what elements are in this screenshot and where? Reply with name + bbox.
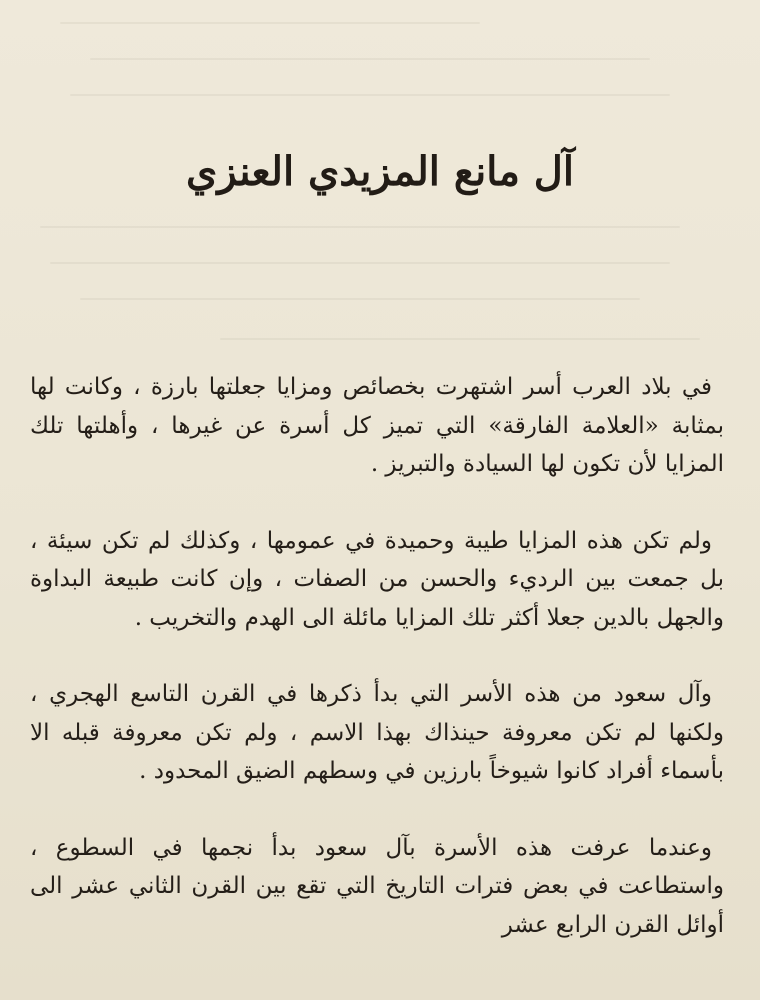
bleed-through-mark — [220, 338, 700, 340]
paragraph-3: وآل سعود من هذه الأسر التي بدأ ذكرها في القرن التاسع الهجري ، ولكنها لم تكن معروفة حينذاك بهذا الاسم ، ولم تكن معروفة قبله الا بأسماء أفراد كانوا شيوخاً بارزين في وسطهم الضيق المحدود . — [30, 681, 724, 784]
bleed-through-mark — [70, 94, 670, 96]
bleed-through-mark — [50, 262, 670, 264]
bleed-through-mark — [90, 58, 650, 60]
paragraph-4: وعندما عرفت هذه الأسرة بآل سعود بدأ نجمها في السطوع ، واستطاعت في بعض فترات التاريخ التي تقع بين القرن الثاني عشر الى أوائل القرن الرابع عشر — [30, 834, 724, 938]
chapter-body — [30, 368, 724, 944]
paragraph-1: في بلاد العرب أسر اشتهرت بخصائص ومزايا جعلتها بارزة ، وكانت لها بمثابة «العلامة الفارقة» التي تميز كل أسرة عن غيرها ، وأهلتها تلك المزايا لأن تكون لها السيادة والتبريز . — [30, 374, 724, 477]
bleed-through-mark — [40, 226, 680, 228]
bleed-through-mark — [60, 22, 480, 24]
chapter-title: آل مانع المزيدي العنزي — [186, 148, 574, 195]
paragraph-2: ولم تكن هذه المزايا طيبة وحميدة في عمومها ، وكذلك لم تكن سيئة ، بل جمعت بين الرديء والحسن من الصفات ، وإن كانت طبيعة البداوة والجهل بالدين جعلا أكثر تلك المزايا مائلة الى الهدم والتخريب . — [30, 527, 724, 631]
bleed-through-mark — [80, 298, 640, 300]
